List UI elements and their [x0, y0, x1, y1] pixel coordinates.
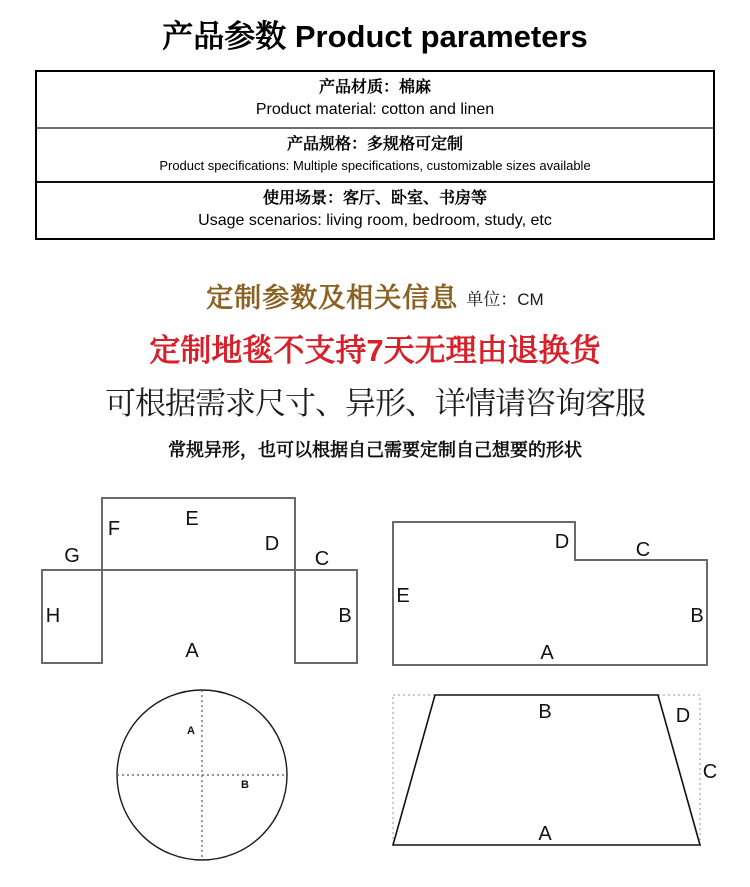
diagram-circle-shape	[117, 690, 287, 860]
trapezoid-label-b: B	[538, 701, 552, 723]
shape-diagrams-area	[0, 470, 750, 887]
spec-english-text: Product specifications: Multiple specifications, customizable sizes available	[159, 158, 591, 173]
custom-parameters-heading: 定制参数及相关信息	[206, 283, 459, 313]
trapezoid-label-a: A	[538, 823, 552, 845]
spec-chinese-text: 产品材质：棉麻	[318, 79, 431, 96]
trapezoid-label-c: C	[702, 761, 718, 783]
t-shape-label-d: D	[264, 533, 280, 555]
t-shape-label-g: G	[64, 545, 80, 567]
spec-chinese-text: 产品规格：多规格可定制	[286, 136, 463, 153]
table-row	[37, 127, 713, 181]
diagram-l-shape	[393, 522, 707, 665]
circle-label-b: B	[241, 779, 249, 791]
t-shape-label-b: B	[338, 605, 352, 627]
return-policy-warning: 定制地毯不支持7天无理由退换货	[149, 333, 601, 368]
diagram-t-shape	[42, 498, 357, 663]
t-shape-label-f: F	[107, 518, 121, 540]
l-shape-label-e: E	[396, 585, 410, 607]
unit-note: 单位：CM	[466, 290, 544, 309]
t-shape-outline	[42, 498, 357, 663]
l-shape-label-d: D	[554, 531, 570, 553]
shape-diagrams-svg	[0, 470, 750, 887]
t-shape-label-a: A	[185, 640, 199, 662]
spec-english-text: Product material: cotton and linen	[255, 101, 495, 118]
diagram-trapezoid-shape	[393, 695, 717, 845]
consult-customer-service-text: 可根据需求尺寸、异形、详情请咨询客服	[105, 386, 645, 421]
spec-english-text: Usage scenarios: living room, bedroom, study, etc	[198, 212, 552, 229]
product-parameters-table	[35, 70, 715, 240]
custom-shape-note: 常规异形，也可以根据自己需要定制自己想要的形状	[168, 440, 582, 460]
table-row	[37, 181, 713, 238]
l-shape-label-b: B	[690, 605, 704, 627]
t-shape-label-e: E	[185, 508, 199, 530]
t-shape-label-c: C	[314, 548, 330, 570]
l-shape-label-c: C	[635, 539, 651, 561]
circle-label-a: A	[187, 725, 195, 737]
page-title: 产品参数 Product parameters	[162, 19, 588, 54]
trapezoid-label-d: D	[675, 705, 691, 727]
custom-parameters-heading-row	[0, 276, 750, 315]
l-shape-label-a: A	[540, 642, 554, 664]
spec-chinese-text: 使用场景：客厅、卧室、书房等	[262, 190, 487, 207]
table-row	[37, 72, 713, 127]
t-shape-label-h: H	[45, 605, 61, 627]
